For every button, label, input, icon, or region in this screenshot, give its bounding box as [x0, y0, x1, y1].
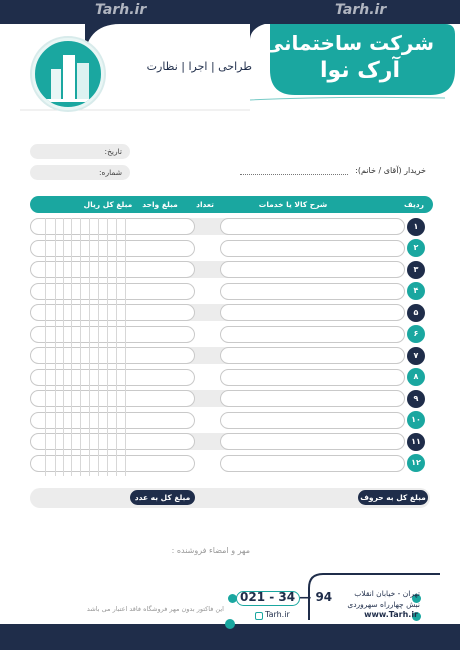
- table-header: [30, 196, 433, 213]
- footer-dot: [225, 619, 235, 629]
- footnote: این فاکتور بدون مهر فروشگاه فاقد اعتبار می باشد: [86, 605, 224, 613]
- grid-line: [107, 218, 108, 476]
- row-description-cell[interactable]: [220, 304, 405, 321]
- watermark-text: Tarh.ir: [335, 2, 387, 18]
- grid-line: [71, 218, 72, 476]
- grid-line: [45, 218, 46, 476]
- phone-number[interactable]: 021 - 34 — 94: [240, 590, 333, 604]
- col-unit-price: مبلغ واحد: [142, 200, 178, 209]
- row-description-cell[interactable]: [220, 347, 405, 364]
- company-logo: [32, 38, 104, 110]
- grid-line: [116, 218, 117, 476]
- signature-label: مهر و امضاء فروشنده :: [171, 546, 250, 555]
- grid-line: [89, 218, 90, 476]
- buyer-label: خریدار (آقای / خانم):: [355, 166, 426, 175]
- row-description-cell[interactable]: [220, 261, 405, 278]
- total-in-numbers[interactable]: مبلغ کل به عدد: [130, 490, 195, 505]
- date-field[interactable]: تاریخ:: [30, 144, 130, 159]
- row-number: ۹: [407, 390, 425, 408]
- watermark-text: Tarh.ir: [95, 2, 147, 18]
- total-in-words[interactable]: مبلغ کل به حروف: [358, 490, 428, 505]
- instagram-handle[interactable]: Tarh.ir: [265, 610, 290, 619]
- row-number: ۳: [407, 261, 425, 279]
- row-description-cell[interactable]: [220, 218, 405, 235]
- address-line2: نبش چهارراه سهروردی: [347, 600, 420, 609]
- row-description-cell[interactable]: [220, 283, 405, 300]
- grid-line: [80, 218, 81, 476]
- grid-line: [55, 218, 56, 476]
- company-brand: آرک نوا: [320, 58, 400, 83]
- row-number: ۲: [407, 239, 425, 257]
- website[interactable]: www.Tarh.ir: [364, 610, 418, 619]
- row-number: ۵: [407, 304, 425, 322]
- row-number: ۱۲: [407, 454, 425, 472]
- row-description-cell[interactable]: [220, 455, 405, 472]
- instagram-icon: [255, 612, 263, 620]
- footer-bar: [0, 624, 460, 650]
- row-number: ۴: [407, 282, 425, 300]
- company-name: شرکت ساختمانی: [263, 31, 434, 55]
- row-description-cell[interactable]: [220, 369, 405, 386]
- row-number: ۷: [407, 347, 425, 365]
- row-description-cell[interactable]: [220, 390, 405, 407]
- row-number: ۱: [407, 218, 425, 236]
- row-number: ۸: [407, 368, 425, 386]
- row-number: ۱۰: [407, 411, 425, 429]
- row-number: ۶: [407, 325, 425, 343]
- col-row: ردیف: [404, 200, 424, 209]
- col-quantity: تعداد: [196, 200, 214, 209]
- buyer-input-line[interactable]: [240, 174, 348, 175]
- address-line1: تهران - خیابان انقلاب: [354, 589, 420, 598]
- grid-line: [98, 218, 99, 476]
- row-description-cell[interactable]: [220, 433, 405, 450]
- col-total: مبلغ کل ریال: [83, 200, 133, 209]
- row-description-cell[interactable]: [220, 240, 405, 257]
- row-number: ۱۱: [407, 433, 425, 451]
- col-description: شرح کالا یا خدمات: [258, 200, 328, 209]
- number-field[interactable]: شماره:: [30, 165, 130, 180]
- services-text: طراحی | اجرا | نظارت: [146, 60, 252, 73]
- grid-line: [125, 218, 126, 476]
- grid-line: [63, 218, 64, 476]
- row-description-cell[interactable]: [220, 326, 405, 343]
- row-description-cell[interactable]: [220, 412, 405, 429]
